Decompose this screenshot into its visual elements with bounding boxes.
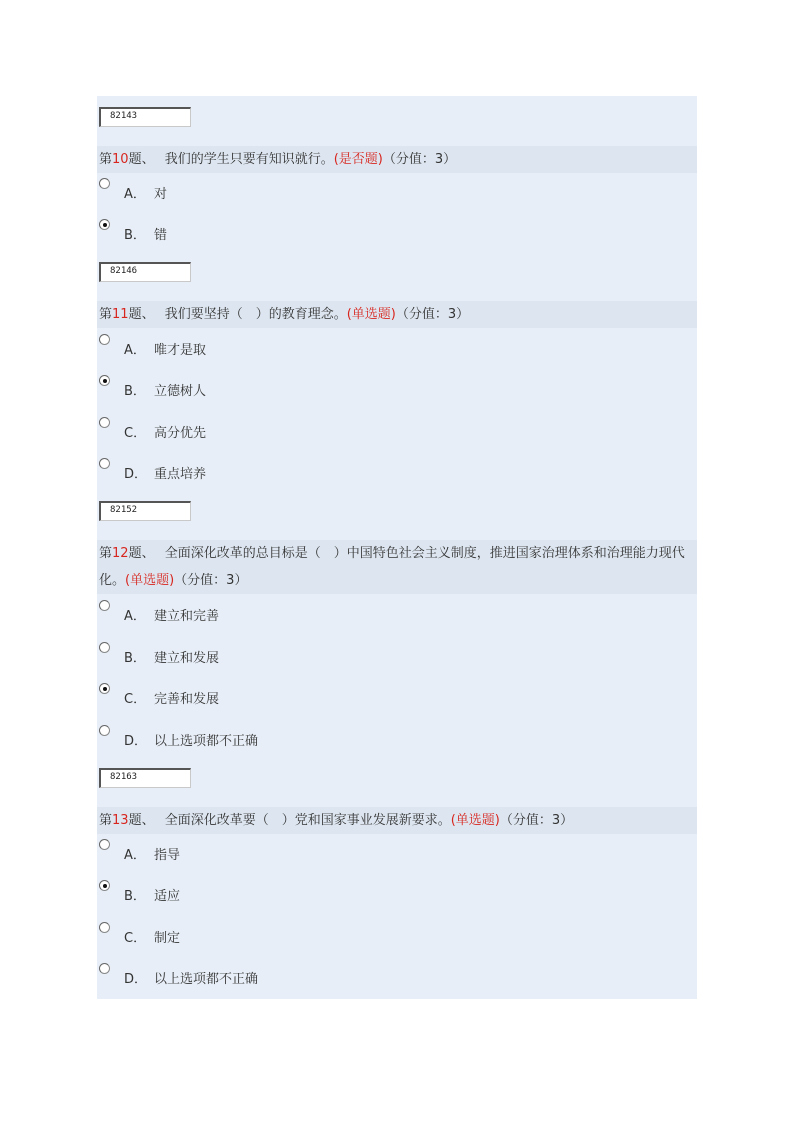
option-text: 适应 [154, 889, 181, 904]
option-letter: B． [124, 384, 146, 399]
question-number: 11 [112, 307, 129, 322]
exam-sheet [97, 96, 697, 999]
option-letter: B． [124, 228, 146, 243]
question-type: (单选题) [450, 813, 500, 828]
option-letter: A． [124, 609, 146, 624]
radio-button[interactable] [99, 922, 110, 933]
question-prefix: 第 [99, 813, 113, 828]
option-text: 唯才是取 [154, 343, 207, 358]
radio-button-selected[interactable] [99, 880, 110, 891]
question-text: 全面深化改革要（ ）党和国家事业发展新要求。 [164, 813, 451, 828]
question-suffix: 题、 [128, 152, 155, 167]
question-prefix: 第 [99, 546, 113, 561]
radio-button[interactable] [99, 839, 110, 850]
option-letter: B． [124, 889, 146, 904]
option-letter: D． [124, 467, 148, 482]
radio-button-selected[interactable] [99, 375, 110, 386]
question-id-field[interactable]: 82143 [99, 107, 191, 127]
radio-button-selected[interactable] [99, 683, 110, 694]
option-text: 重点培养 [154, 467, 207, 482]
question-score: （分值：3） [395, 307, 470, 322]
option-text: 以上选项都不正确 [154, 734, 259, 749]
option-text: 指导 [154, 848, 181, 863]
option-letter: A． [124, 343, 146, 358]
question-text: 全面深化改革的总目标是（ ）中国特色社会主义制度，推进国家治理体系和治理能力现代化。 [99, 546, 685, 588]
radio-button[interactable] [99, 417, 110, 428]
option-letter: D． [124, 734, 148, 749]
radio-button[interactable] [99, 178, 110, 189]
option-text: 高分优先 [154, 426, 207, 441]
question-type: (是否题) [333, 152, 383, 167]
question-suffix: 题、 [128, 813, 155, 828]
question-score: （分值：3） [174, 573, 248, 588]
question-type: (单选题) [125, 573, 175, 588]
option-text: 建立和完善 [154, 609, 220, 624]
question-suffix: 题、 [128, 546, 155, 561]
option-text: 建立和发展 [154, 651, 220, 666]
option-letter: A． [124, 187, 146, 202]
option-text: 以上选项都不正确 [154, 972, 259, 987]
radio-button[interactable] [99, 642, 110, 653]
question-prefix: 第 [99, 307, 113, 322]
option-letter: B． [124, 651, 146, 666]
option-text: 完善和发展 [154, 692, 220, 707]
option-text: 立德树人 [154, 384, 207, 399]
question-title [97, 540, 697, 594]
option-letter: D． [124, 972, 148, 987]
question-title [97, 807, 697, 834]
question-score: （分值：3） [382, 152, 457, 167]
question-id-field[interactable]: 82146 [99, 262, 191, 282]
option-text: 错 [154, 228, 168, 243]
question-suffix: 题、 [128, 307, 155, 322]
question-text: 我们的学生只要有知识就行。 [164, 152, 334, 167]
option-letter: C． [124, 931, 147, 946]
question-score: （分值：3） [499, 813, 574, 828]
radio-button[interactable] [99, 600, 110, 611]
radio-button[interactable] [99, 458, 110, 469]
option-text: 对 [154, 187, 168, 202]
question-number: 12 [112, 546, 129, 561]
radio-button[interactable] [99, 963, 110, 974]
question-text: 我们要坚持（ ）的教育理念。 [164, 307, 347, 322]
radio-button[interactable] [99, 725, 110, 736]
question-title [97, 146, 697, 173]
option-text: 制定 [154, 931, 181, 946]
question-id-field[interactable]: 82163 [99, 768, 191, 788]
question-prefix: 第 [99, 152, 113, 167]
option-letter: C． [124, 692, 147, 707]
question-id-field[interactable]: 82152 [99, 501, 191, 521]
radio-button[interactable] [99, 334, 110, 345]
option-letter: C． [124, 426, 147, 441]
question-title [97, 301, 697, 328]
question-number: 10 [112, 152, 129, 167]
radio-button-selected[interactable] [99, 219, 110, 230]
question-number: 13 [112, 813, 129, 828]
question-type: (单选题) [346, 307, 396, 322]
option-letter: A． [124, 848, 146, 863]
